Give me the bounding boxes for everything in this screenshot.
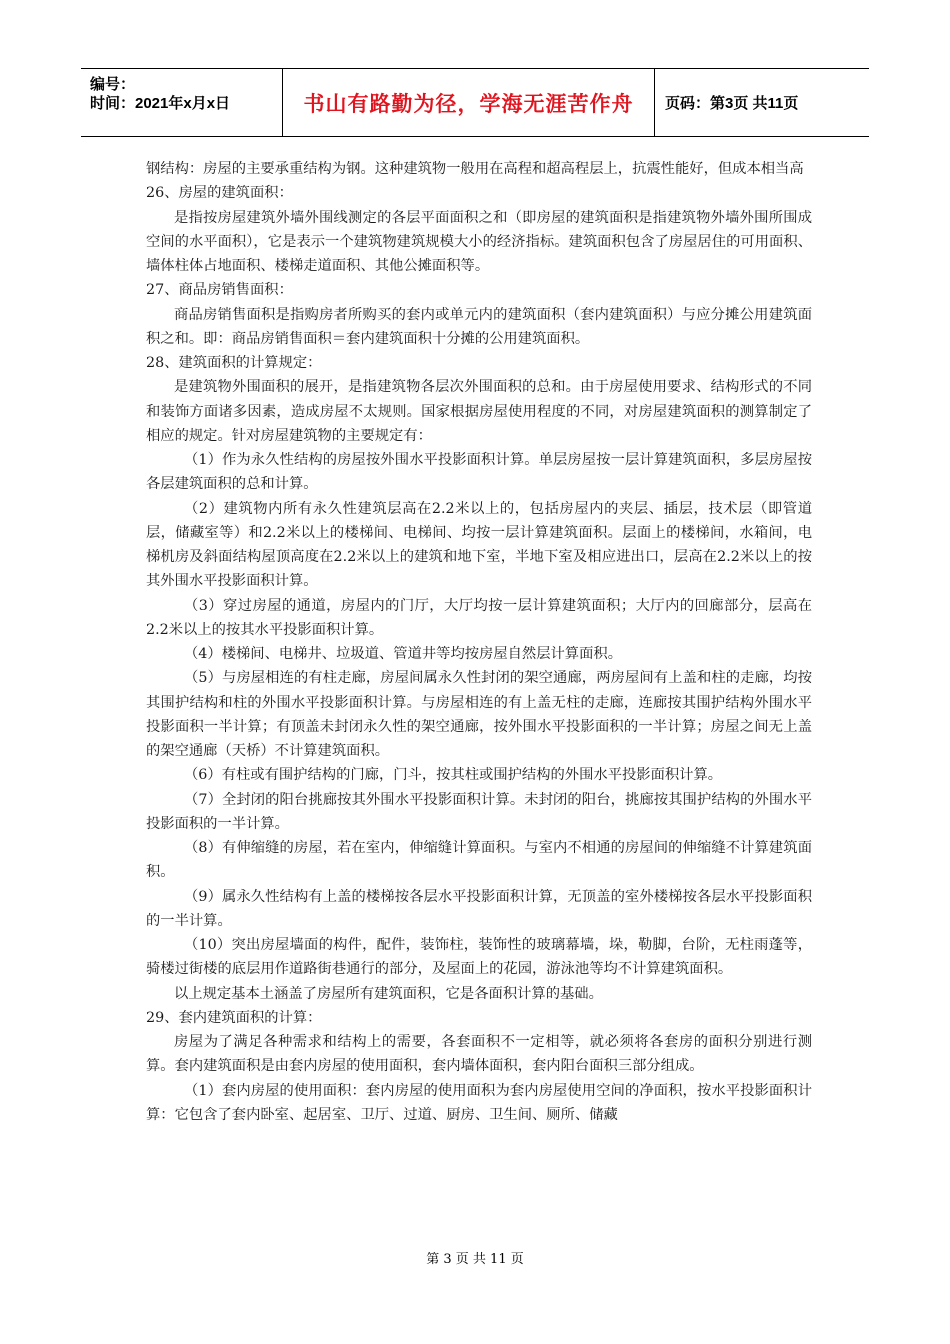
document-time-label: 时间：2021年x月x日	[90, 95, 231, 112]
body-paragraph: （6）有柱或有围护结构的门廊，门斗，按其柱或围护结构的外围水平投影面积计算。	[184, 767, 723, 784]
footer-page-number: 第 3 页 共 11 页	[426, 1252, 524, 1267]
document-number-label: 编号：	[90, 76, 136, 93]
body-paragraph: （9）属永久性结构有上盖的楼梯按各层水平投影面积计算，无顶盖的室外楼梯按各层水平投影面积的一半计算。	[146, 888, 812, 929]
body-paragraph: （10）突出房屋墙面的构件，配件，装饰柱，装饰性的玻璃幕墙，垛，勒脚，台阶，无柱雨蓬等，骑楼过街楼的底层用作道路街巷通行的部分，及屋面上的花园，游泳池等均不计算建筑面积。	[146, 937, 812, 978]
body-paragraph: 是建筑物外围面积的展开，是指建筑物各层次外围面积的总和。由于房屋使用要求、结构形式的不同和装饰方面诸多因素，造成房屋不太规则。国家根据房屋使用程度的不同，对房屋建筑面积的测算制定了相应的规定。针对房屋建筑物的主要规定有：	[146, 379, 812, 444]
body-paragraph: 26、房屋的建筑面积：	[146, 185, 293, 202]
body-paragraph: （1）作为永久性结构的房屋按外围水平投影面积计算。单层房屋按一层计算建筑面积，多层房屋按各层建筑面积的总和计算。	[146, 452, 812, 493]
body-paragraph: （1）套内房屋的使用面积：套内房屋的使用面积为套内房屋使用空间的净面积，按水平投影面积计算：它包含了套内卧室、起居室、卫厅、过道、厨房、卫生间、厕所、储藏	[146, 1082, 812, 1123]
body-paragraph: （8）有伸缩缝的房屋，若在室内，伸缩缝计算面积。与室内不相通的房屋间的伸缩缝不计算建筑面积。	[146, 840, 812, 881]
body-paragraph: 房屋为了满足各种需求和结构上的需要，各套面积不一定相等，就必须将各套房的面积分别进行测算。套内建筑面积是由套内房屋的使用面积，套内墙体面积，套内阳台面积三部分组成。	[146, 1034, 812, 1075]
header-page-cell	[655, 69, 869, 136]
document-body	[146, 157, 812, 1127]
body-paragraph: 28、建筑面积的计算规定：	[146, 355, 322, 371]
header-motto: 书山有路勤为径，学海无涯苦作舟	[303, 92, 634, 116]
page-header	[81, 68, 869, 137]
body-paragraph: 是指按房屋建筑外墙外围线测定的各层平面面积之和（即房屋的建筑面积是指建筑物外墙外围所围成空间的水平面积），它是表示一个建筑物建筑规模大小的经济指标。建筑面积包含了房屋居住的可用面积、墙体柱体占地面积、楼梯走道面积、其他公摊面积等。	[146, 209, 812, 274]
header-page-info: 页码：第3页 共11页	[665, 95, 799, 112]
page-footer	[0, 1248, 950, 1267]
body-paragraph: 27、商品房销售面积：	[146, 282, 293, 299]
body-paragraph: 钢结构：房屋的主要承重结构为钢。这种建筑物一般用在高程和超高程层上，抗震性能好，但成本相当高	[146, 161, 804, 177]
body-paragraph: （4）楼梯间、电梯井、垃圾道、管道井等均按房屋自然层计算面积。	[184, 646, 622, 662]
body-paragraph: 以上规定基本土涵盖了房屋所有建筑面积，它是各面积计算的基础。	[174, 985, 603, 1002]
body-paragraph: 商品房销售面积是指购房者所购买的套内或单元内的建筑面积（套内建筑面积）与应分摊公用建筑面积之和。即：商品房销售面积＝套内建筑面积十分摊的公用建筑面积。	[146, 306, 812, 347]
body-paragraph: （7）全封闭的阳台挑廊按其外围水平投影面积计算。未封闭的阳台，挑廊按其围护结构的外围水平投影面积的一半计算。	[146, 791, 812, 832]
header-meta-cell	[81, 69, 283, 136]
body-paragraph: （5）与房屋相连的有柱走廊，房屋间属永久性封闭的架空通廊，两房屋间有上盖和柱的走廊，均按其围护结构和柱的外围水平投影面积计算。与房屋相连的有上盖无柱的走廊，连廊按其围护结构外围水平投影面积一半计算；有顶盖未封闭永久性的架空通廊，按外围水平投影面积的一半计算；房屋之间无上盖的架空通廊（天桥）不计算建筑面积。	[146, 670, 812, 759]
header-motto-cell	[283, 69, 655, 136]
body-paragraph: 29、套内建筑面积的计算：	[146, 1009, 322, 1026]
body-paragraph: （3）穿过房屋的通道，房屋内的门厅，大厅均按一层计算建筑面积；大厅内的回廊部分，层高在2.2米以上的按其水平投影面积计算。	[146, 597, 812, 638]
body-paragraph: （2）建筑物内所有永久性建筑层高在2.2米以上的，包括房屋内的夹层、插层，技术层（即管道层，储藏室等）和2.2米以上的楼梯间、电梯间、均按一层计算建筑面积。层面上的楼梯间，水箱间，电梯机房及斜面结构屋顶高度在2.2米以上的建筑和地下室，半地下室及相应进出口，层高在2.2米以上的按其外围水平投影面积计算。	[146, 500, 812, 590]
